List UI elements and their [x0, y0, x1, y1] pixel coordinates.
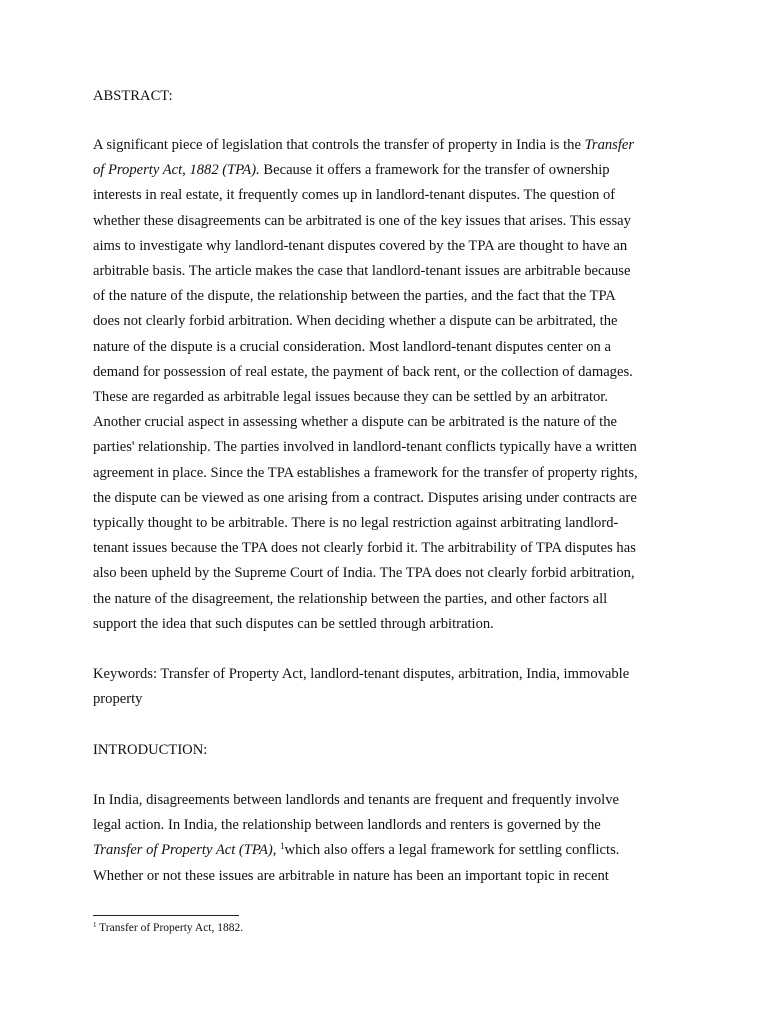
paragraph-line: the nature of the disagreement, the relationship between the parties, and other factors all [93, 590, 608, 607]
introduction-paragraph [93, 788, 673, 889]
paragraph-line: tenant issues because the TPA does not clearly forbid it. The arbitrability of TPA disputes has [93, 540, 636, 557]
footnote-marker: 1 [93, 921, 97, 929]
footnote-divider [93, 915, 239, 916]
paragraph-line: A significant piece of legislation that controls the transfer of property in India is the Transfer [93, 137, 635, 153]
act-title-italic: Transfer of Property Act (TPA) [93, 842, 273, 859]
paragraph-line: the dispute can be viewed as one arising from a contract. Disputes arising under contracts are [93, 489, 637, 506]
paragraph-line: nature of the dispute is a crucial consideration. Most landlord-tenant disputes center on a [93, 338, 611, 355]
paragraph-line: interests in real estate, it frequently comes up in landlord-tenant disputes. The question of [93, 187, 616, 204]
paragraph-line: does not clearly forbid arbitration. When deciding whether a dispute can be arbitrated, the [93, 313, 618, 330]
paragraph-line: parties' relationship. The parties involved in landlord-tenant conflicts typically have a written [93, 439, 637, 456]
paragraph-line: These are regarded as arbitrable legal issues because they can be settled by an arbitrator. [93, 389, 609, 406]
footnote-reference[interactable]: 1 [280, 841, 285, 852]
act-title-italic: of Property Act, 1882 (TPA). [93, 162, 260, 179]
paragraph-line: Another crucial aspect in assessing whether a dispute can be arbitrated is the nature of the [93, 414, 617, 431]
paragraph-line: In India, disagreements between landlords and tenants are frequent and frequently involve [93, 792, 619, 808]
footnote [93, 919, 243, 937]
paragraph-line: demand for possession of real estate, the payment of back rent, or the collection of damages. [93, 363, 633, 380]
keywords-line: Keywords: Transfer of Property Act, landlord-tenant disputes, arbitration, India, immovable [93, 666, 630, 682]
paragraph-line: arbitrable basis. The article makes the case that landlord-tenant issues are arbitrable because [93, 263, 631, 280]
paragraph-line: of Property Act, 1882 (TPA). Because it offers a framework for the transfer of ownership [93, 162, 610, 179]
keywords-line: property [93, 691, 143, 708]
paragraph-line: typically thought to be arbitrable. There is no legal restriction against arbitrating landlord- [93, 515, 619, 532]
abstract-heading: ABSTRACT: [93, 88, 173, 104]
introduction-heading: INTRODUCTION: [93, 742, 208, 758]
paragraph-line: whether these disagreements can be arbitrated is one of the key issues that arises. This essay [93, 212, 631, 229]
abstract-paragraph [93, 133, 673, 637]
paragraph-line: aims to investigate why landlord-tenant disputes covered by the TPA are thought to have an [93, 237, 628, 254]
act-title-italic: Transfer [584, 137, 635, 153]
paragraph-line: Transfer of Property Act (TPA), $^1$which also offers a legal framework for settling conflicts. [93, 841, 620, 859]
paragraph-line: of the nature of the dispute, the relationship between the parties, and the fact that the TPA [93, 288, 616, 305]
paragraph-line: also been upheld by the Supreme Court of India. The TPA does not clearly forbid arbitration, [93, 565, 635, 582]
paragraph-line: Whether or not these issues are arbitrable in nature has been an important topic in recent [93, 867, 609, 884]
footnote-text: Transfer of Property Act, 1882. [99, 922, 244, 934]
keywords-paragraph [93, 662, 673, 712]
paragraph-line: legal action. In India, the relationship between landlords and renters is governed by the [93, 817, 601, 834]
paragraph-line: agreement in place. Since the TPA establishes a framework for the transfer of property rights, [93, 464, 638, 481]
paragraph-line: support the idea that such disputes can be settled through arbitration. [93, 615, 494, 632]
